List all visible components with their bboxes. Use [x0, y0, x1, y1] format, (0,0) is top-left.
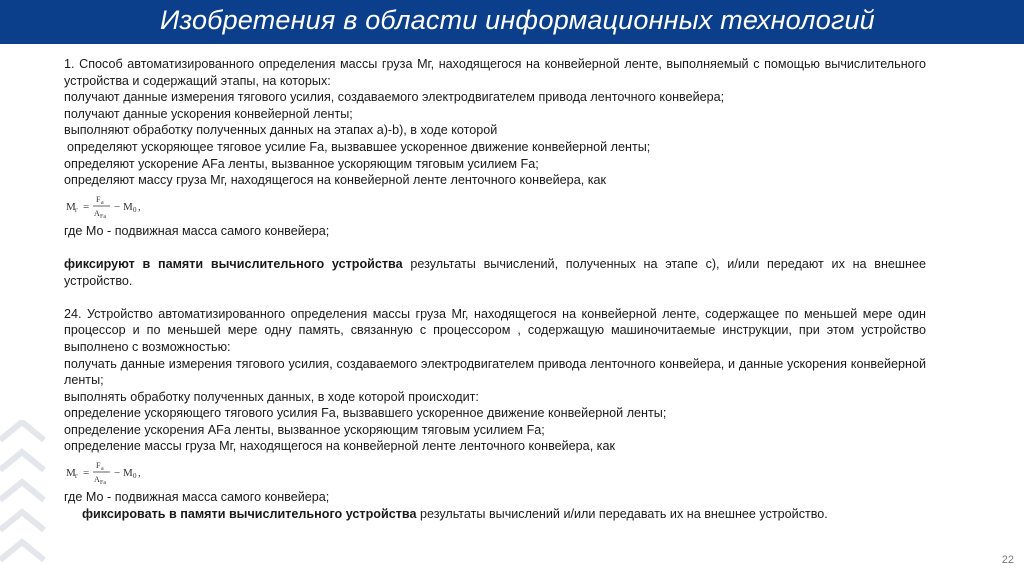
formula2-lhs: M: [66, 467, 76, 480]
formula-end: ,: [138, 200, 141, 213]
claim24-where: где Мо - подвижная масса самого конвейера;: [64, 490, 330, 505]
formula-lhs: M: [66, 200, 76, 213]
formula-minus: −: [114, 200, 121, 213]
formula2-lhs-sub: г: [75, 472, 78, 481]
formula2-rhs-sub: 0: [133, 472, 137, 481]
slide-body: [64, 56, 926, 522]
formula-rhs-sub: 0: [133, 205, 137, 214]
claim24-intro: 24. Устройство автоматизированного определения массы груза Мг, находящегося на конвейерной ленте, содержащее по меньшей мере один процессор и по меньшей мере одну память, связанную с процессором , содержащую машиночитаемые инструкции, при этом устройство выполнено с возможностью:: [64, 306, 926, 354]
claim24-item3-rest: результаты вычислений и/или передавать их на внешнее устройство.: [416, 506, 828, 521]
claim24-item3-bold: фиксировать в памяти вычислительного устройства: [82, 506, 417, 521]
page-number: 22: [1001, 554, 1014, 566]
decorative-pattern: [0, 420, 60, 574]
claim1-step-c: выполняют обработку полученных данных на этапах а)-b), в ходе которой: [64, 123, 498, 138]
claim24-item1: получать данные измерения тягового усилия, создаваемого электродвигателем привода ленточного конвейера, и данные ускорения конвейерной ленты;: [64, 356, 926, 388]
formula2-end: ,: [138, 467, 141, 480]
claim1-where: где Мо - подвижная масса самого конвейера;: [64, 223, 330, 238]
claim1-step-b: получают данные ускорения конвейерной ленты;: [64, 106, 353, 121]
claim24-item3: [64, 506, 926, 523]
formula2-den-sub: Fa: [100, 480, 106, 487]
formula-den-sub: Fa: [100, 213, 106, 220]
formula-lhs-sub: г: [75, 205, 78, 214]
claim24-item2a: определение ускоряющего тягового усилия Fa, вызвавшего ускоренное движение конвейерной ленты;: [64, 406, 667, 421]
claim1-step-d-rest: результаты вычислений, полученных на этапе с), и/или передают их на внешнее устройство.: [64, 256, 926, 288]
formula2-num-sub: a: [101, 466, 104, 473]
formula2-eq: =: [83, 467, 90, 480]
formula-num: F: [96, 194, 101, 204]
claim1-step-d: [64, 256, 926, 289]
formula-den: A: [94, 208, 100, 218]
formula2-den: A: [94, 475, 100, 485]
slide-title: Изобретения в области информационных технологий: [160, 5, 875, 35]
formula2-minus: −: [114, 467, 121, 480]
formula-rhs: M: [123, 200, 133, 213]
claim24-item2b: определение ускорения AFa ленты, вызванное ускоряющим тяговым усилием Fa;: [64, 422, 545, 437]
claim1-step-a: получают данные измерения тягового усилия, создаваемого электродвигателем привода ленточного конвейера;: [64, 90, 725, 105]
claim1-step-c3: определяют массу груза Мг, находящегося на конвейерной ленте ленточного конвейера, как: [64, 173, 606, 188]
claim1-step-c2: определяют ускорение AFa ленты, вызванное ускоряющим тяговым усилием Fa;: [64, 156, 539, 171]
claim24-item2c: определение массы груза Мг, находящегося на конвейерной ленте ленточного конвейера, как: [64, 439, 615, 454]
claim24-item2: выполнять обработку полученных данных, в ходе которой происходит:: [64, 389, 479, 404]
mass-formula-1: [64, 189, 926, 223]
claim1-step-d-bold: фиксируют в памяти вычислительного устройства: [64, 256, 403, 271]
formula-eq: =: [83, 200, 90, 213]
claim1-intro: 1. Способ автоматизированного определения массы груза Мг, находящегося на конвейерной ленте, выполняемый с помощью вычислительного устройства и содержащий этапы, на которых:: [64, 57, 926, 88]
claim1-step-c1: определяют ускоряющее тяговое усилие Fa, вызвавшее ускоренное движение конвейерной ленты;: [67, 139, 651, 154]
formula2-rhs: M: [123, 467, 133, 480]
mass-formula-2: [64, 455, 926, 489]
formula2-num: F: [96, 461, 101, 471]
formula-num-sub: a: [101, 199, 104, 206]
slide-header: [0, 0, 1024, 44]
